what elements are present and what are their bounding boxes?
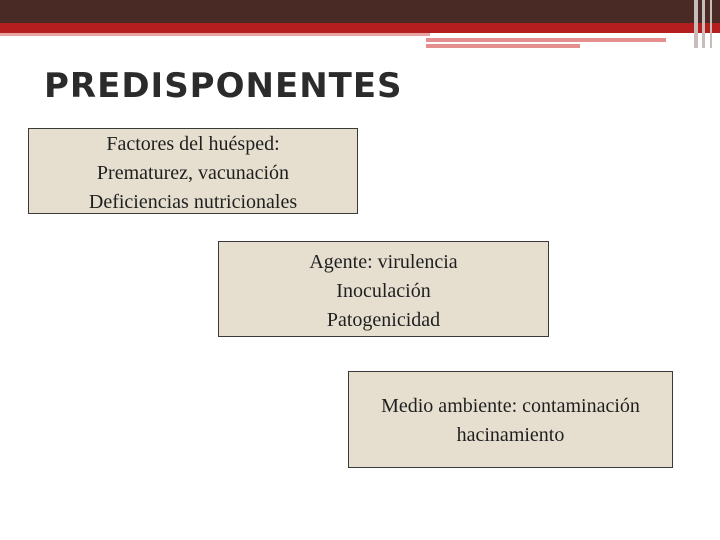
decorative-vertical-stripe xyxy=(710,0,712,48)
box-line: Prematurez, vacunación xyxy=(96,162,290,184)
host-factors-box xyxy=(28,128,358,214)
header-dark-band xyxy=(0,0,720,23)
box-line: Patogenicidad xyxy=(326,309,441,331)
box-line: Inoculación xyxy=(336,280,431,302)
decorative-stripe xyxy=(426,38,666,42)
header-pink-line xyxy=(0,33,430,36)
agent-factors-box xyxy=(218,241,549,337)
environment-factors-box xyxy=(348,371,673,468)
box-line: hacinamiento xyxy=(456,424,565,446)
decorative-stripe xyxy=(426,44,580,48)
box-line: Medio ambiente: contaminación xyxy=(381,395,640,417)
slide-title: PREDISPONENTES xyxy=(44,66,403,106)
decorative-vertical-stripe xyxy=(694,0,698,48)
box-line: Deficiencias nutricionales xyxy=(88,191,298,213)
box-line: Factores del huésped: xyxy=(106,133,280,155)
decorative-vertical-stripe xyxy=(702,0,705,48)
box-line: Agente: virulencia xyxy=(309,251,458,273)
header-red-band xyxy=(0,23,720,33)
